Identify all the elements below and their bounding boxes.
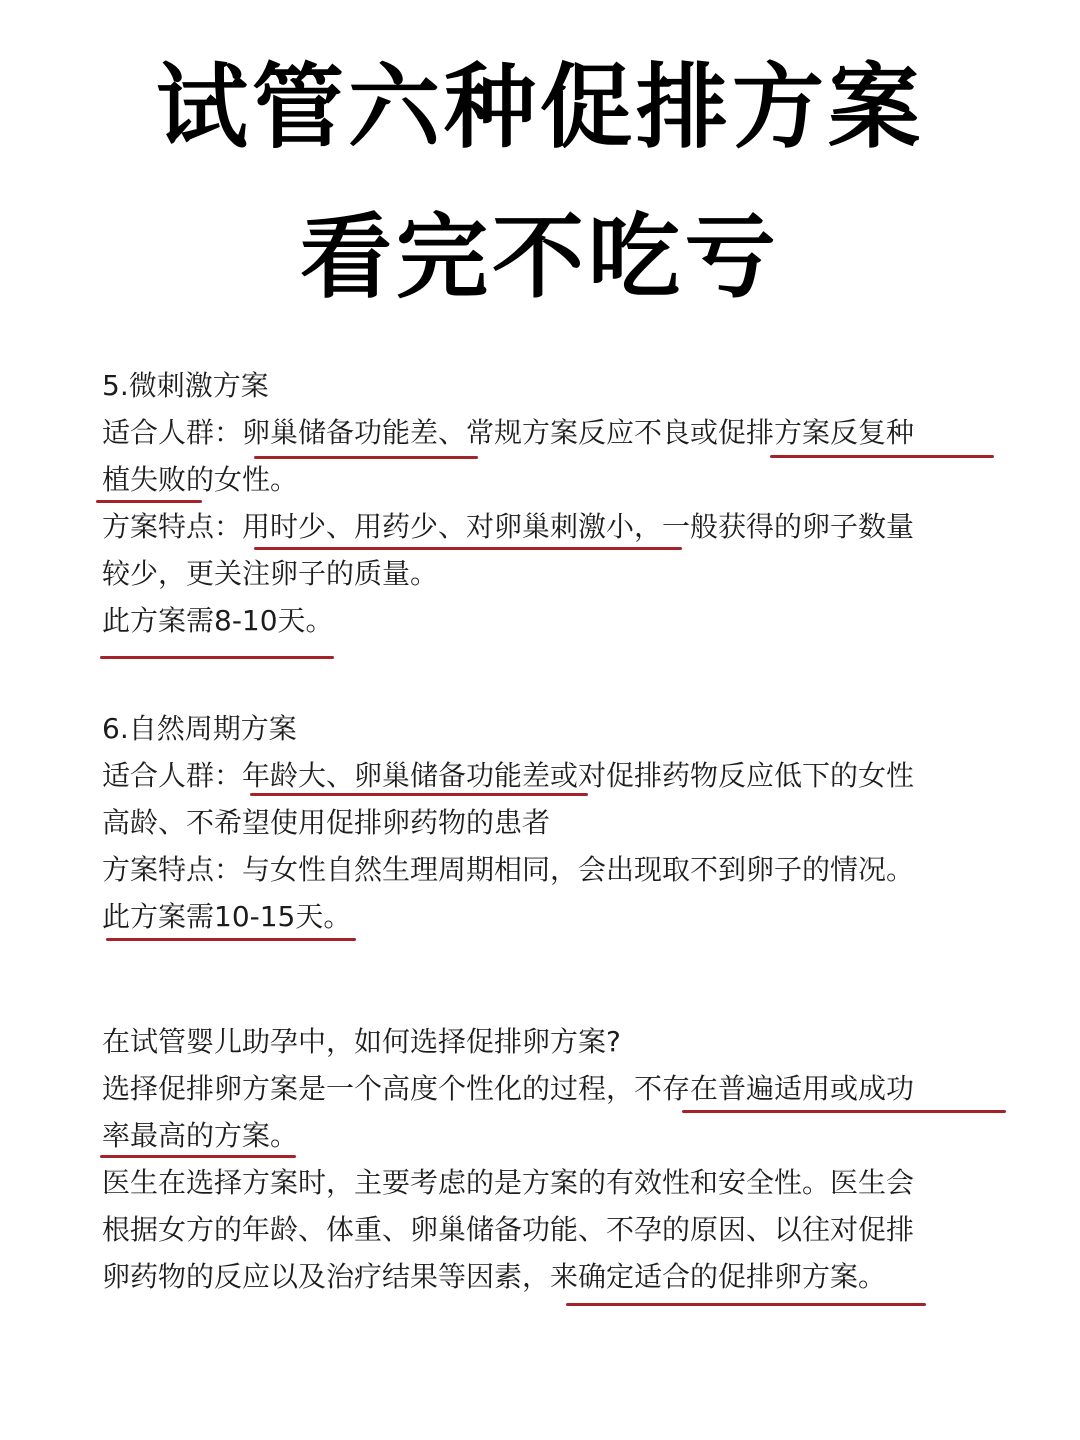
text-line: 较少，更关注卵子的质量。 — [102, 557, 439, 590]
text-line: 选择促排卵方案是一个高度个性化的过程，不存在普遍适用或成功 — [102, 1072, 915, 1105]
text-line: 适合人群：年龄大、卵巢储备功能差或对促排药物反应低下的女性 — [102, 759, 915, 792]
text-line: 方案特点：与女性自然生理周期相同，会出现取不到卵子的情况。 — [102, 853, 915, 886]
highlight-underline — [100, 656, 334, 659]
section-heading: 6.自然周期方案 — [102, 712, 297, 745]
highlight-underline — [770, 455, 994, 458]
title-line-2: 看完不吃亏 — [299, 204, 780, 311]
text-line: 植失败的女性。 — [102, 463, 299, 496]
highlight-underline — [682, 1110, 1006, 1113]
text-line: 此方案需10-15天。 — [102, 900, 352, 933]
text-line: 根据女方的年龄、体重、卵巢储备功能、不孕的原因、以往对促排 — [102, 1213, 915, 1246]
highlight-underline — [566, 1303, 926, 1306]
highlight-underline — [96, 500, 202, 503]
title-line-1: 试管六种促排方案 — [155, 54, 924, 161]
text-line: 适合人群：卵巢储备功能差、常规方案反应不良或促排方案反复种 — [102, 416, 915, 449]
text-line: 此方案需8-10天。 — [102, 604, 334, 637]
text-line: 率最高的方案。 — [102, 1119, 299, 1152]
highlight-underline — [250, 793, 588, 796]
text-line: 方案特点：用时少、用药少、对卵巢刺激小，一般获得的卵子数量 — [102, 510, 915, 543]
highlight-underline — [106, 938, 356, 941]
text-line: 高龄、不希望使用促排卵药物的患者 — [102, 806, 551, 839]
highlight-underline — [100, 1155, 296, 1158]
highlight-underline — [254, 456, 478, 459]
section-heading: 在试管婴儿助孕中，如何选择促排卵方案? — [102, 1025, 621, 1058]
section-heading: 5.微刺激方案 — [102, 369, 269, 402]
text-line: 医生在选择方案时，主要考虑的是方案的有效性和安全性。医生会 — [102, 1166, 915, 1199]
highlight-underline — [254, 547, 682, 550]
text-line: 卵药物的反应以及治疗结果等因素，来确定适合的促排卵方案。 — [102, 1260, 887, 1293]
